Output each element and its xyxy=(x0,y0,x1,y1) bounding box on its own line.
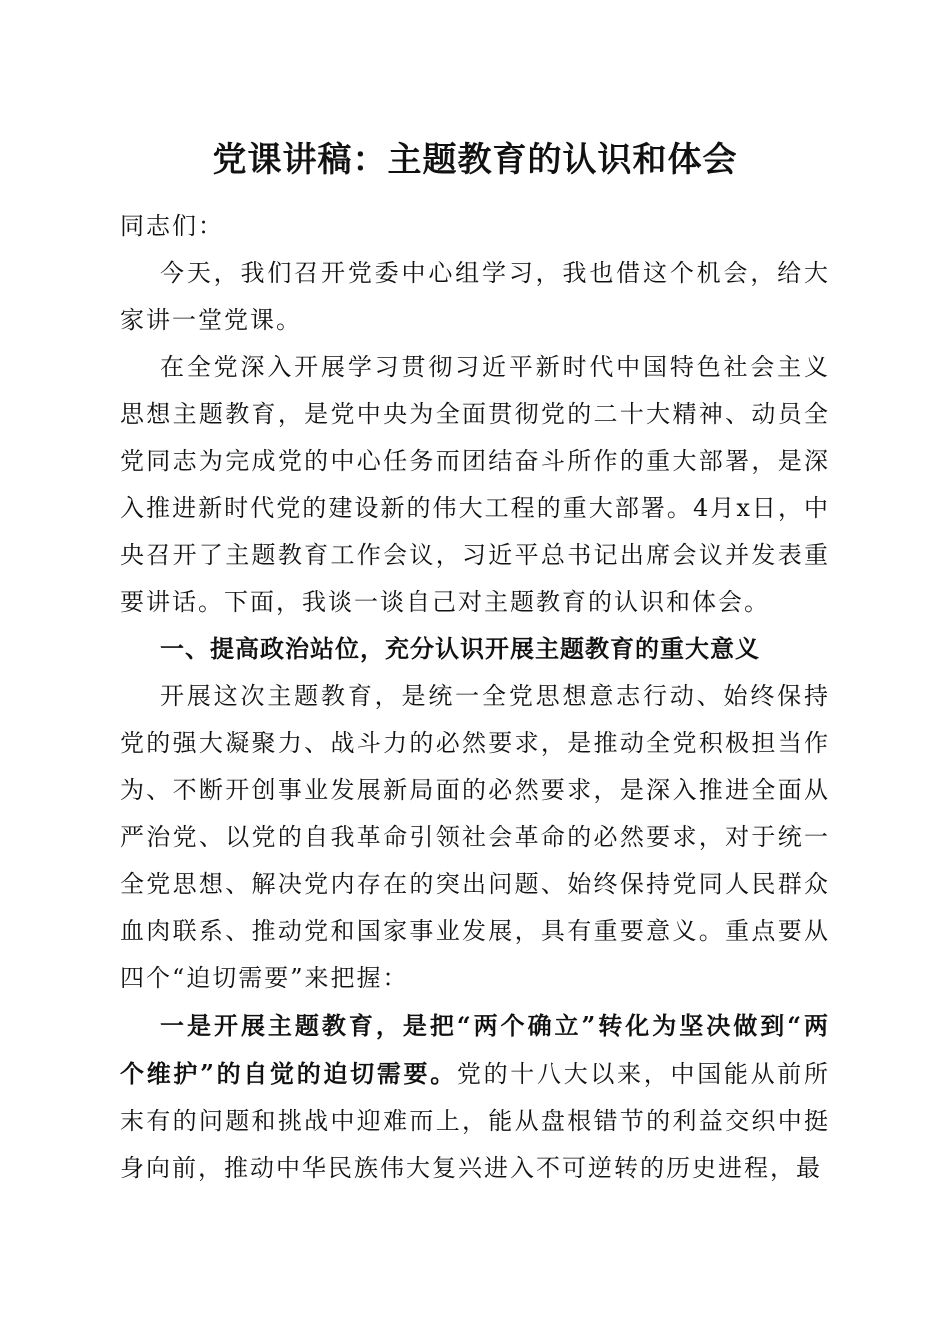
point-1-text: 党的十八大以来，中国能从前所末有的问题和挑战中迎难而上，能从盘根错节的利益交织中挺身向前，推动中华民族伟大复兴进入不可逆转的历史进程，最 xyxy=(120,1060,830,1182)
paragraph-point-1 xyxy=(120,1002,830,1192)
salutation: 同志们： xyxy=(120,212,224,240)
paragraph-intro: 今天，我们召开党委中心组学习，我也借这个机会，给大家讲一堂党课。 xyxy=(120,259,830,334)
paragraph-section-1: 开展这次主题教育，是统一全党思想意志行动、始终保持党的强大凝聚力、战斗力的必然要求，是推动全党积极担当作为、不断开创事业发展新局面的必然要求，是深入推进全面从严治党、以党的自我革命引领社会革命的必然要求，对于统一全党思想、解决党内存在的突出问题、始终保持党同人民群众血肉联系、推动党和国家事业发展，具有重要意义。重点要从四个“迫切需要”来把握： xyxy=(120,682,830,992)
document-body xyxy=(120,203,830,1192)
point-1-lead: 一是开展主题教育，是把“两个确立”转化为坚决做到“两个维护”的自觉的迫切需要。 xyxy=(120,1011,830,1088)
section-heading-1: 一、提高政治站位，充分认识开展主题教育的重大意义 xyxy=(160,635,760,663)
paragraph-background: 在全党深入开展学习贯彻习近平新时代中国特色社会主义思想主题教育，是党中央为全面贯彻党的二十大精神、动员全党同志为完成党的中心任务而团结奋斗所作的重大部署，是深入推进新时代党的建设新的伟大工程的重大部署。4月x日，中央召开了主题教育工作会议，习近平总书记出席会议并发表重要讲话。下面，我谈一谈自己对主题教育的认识和体会。 xyxy=(120,353,830,616)
document-title: 党课讲稿：主题教育的认识和体会 xyxy=(212,140,738,180)
